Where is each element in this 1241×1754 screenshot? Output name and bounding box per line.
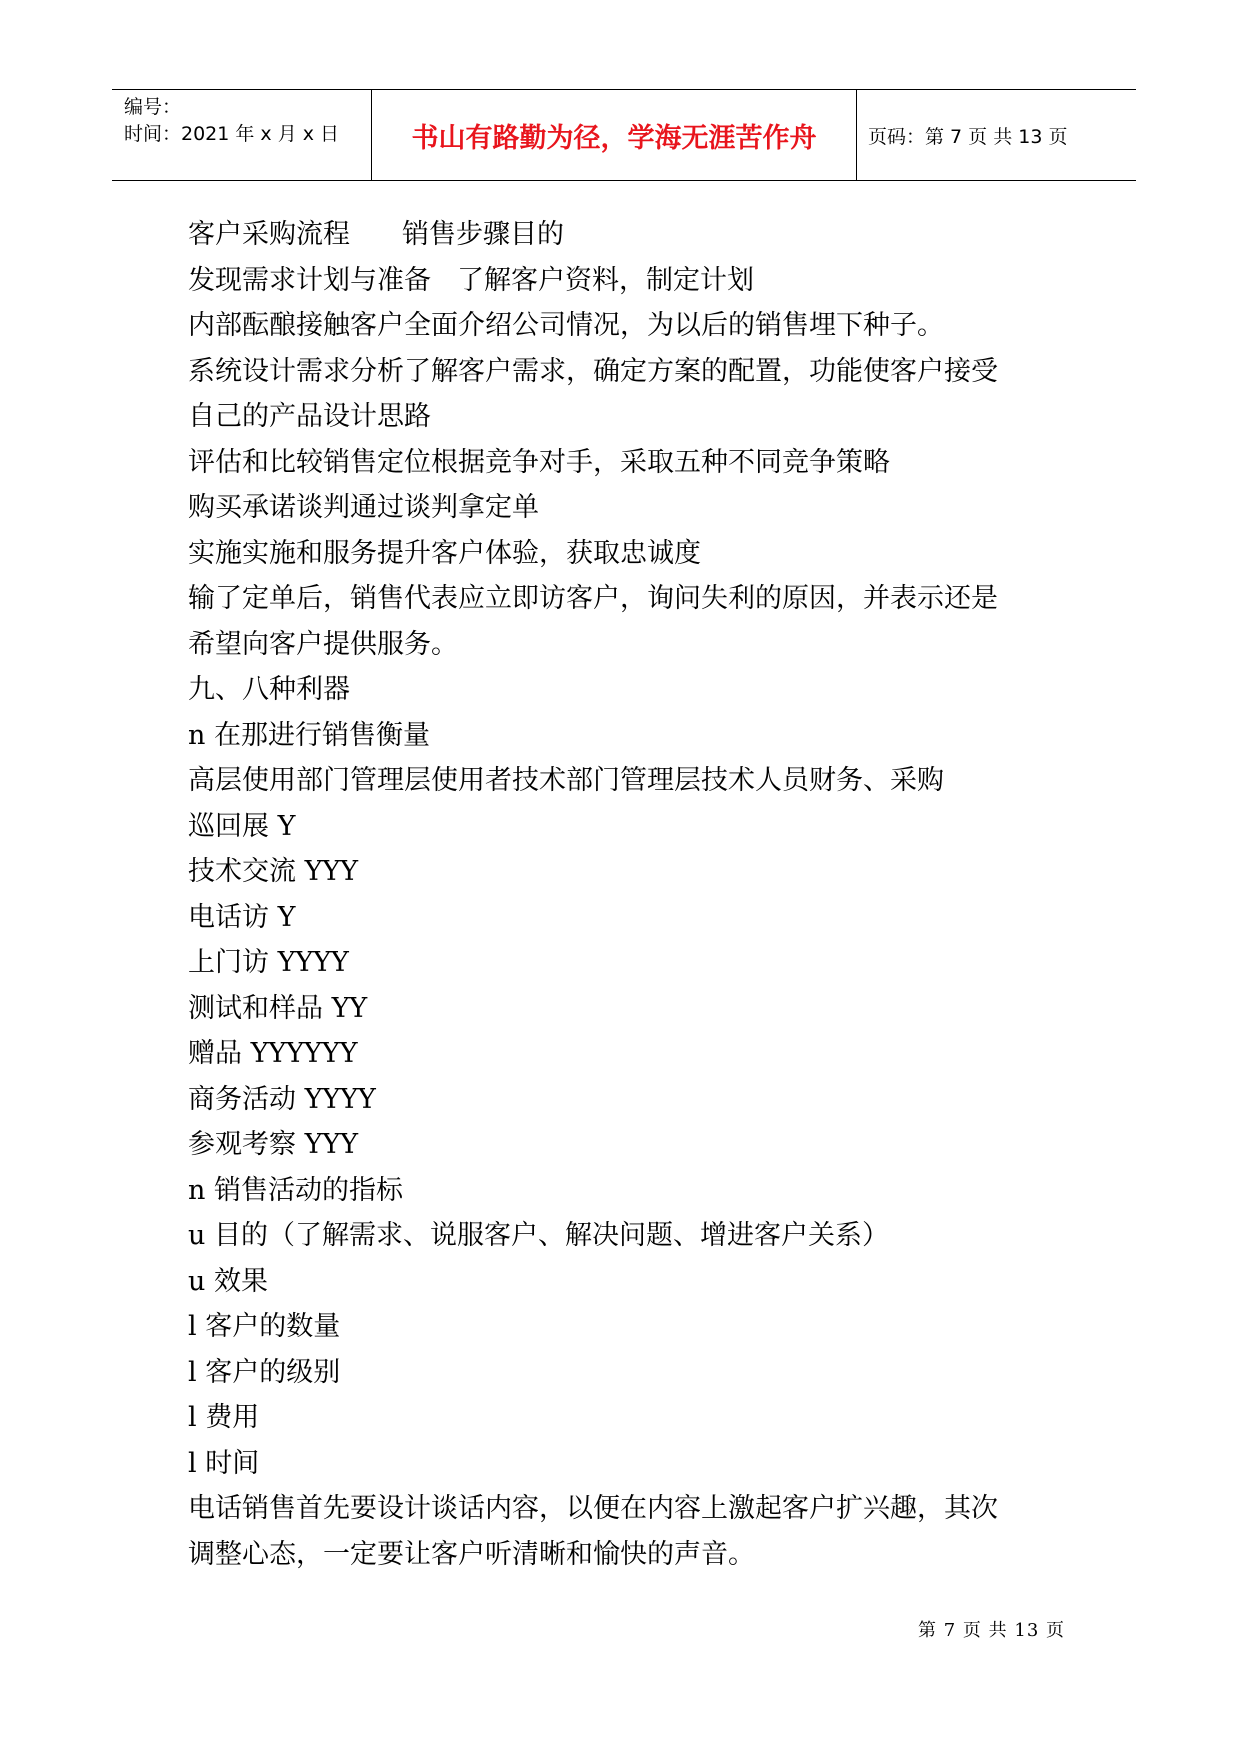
list-item: 商务活动 YYYY — [188, 1083, 376, 1115]
list-item: 技术交流 YYY — [188, 856, 359, 887]
document-date-label: 时间：2021 年 x 月 x 日 — [124, 123, 340, 145]
table-header-process: 客户采购流程 — [188, 219, 350, 250]
body-line: 调整心态，一定要让客户听清晰和愉快的声音。 — [188, 1538, 755, 1570]
list-item: 巡回展 Y — [188, 810, 296, 842]
document-body — [188, 212, 1068, 1577]
document-number-label: 编号： — [124, 96, 182, 118]
body-line: 评估和比较销售定位根据竞争对手，采取五种不同竞争策略 — [188, 446, 890, 478]
table-cell-goal: 了解客户资料，制定计划 — [457, 264, 754, 296]
body-line: 系统设计需求分析了解客户需求，确定方案的配置，功能使客户接受 — [188, 355, 998, 387]
list-item: 测试和样品 YY — [188, 992, 368, 1024]
header-divider — [856, 90, 857, 180]
body-line: 实施实施和服务提升客户体验，获取忠诚度 — [188, 537, 701, 569]
table-cell-stage: 发现需求计划与准备 — [188, 264, 431, 296]
bullet-item: l 客户的级别 — [188, 1356, 341, 1388]
list-item: 上门访 YYYY — [188, 947, 349, 978]
list-item: 赠品 YYYYYY — [188, 1038, 358, 1069]
bullet-item: n 销售活动的指标 — [188, 1174, 403, 1206]
page-header — [112, 89, 1136, 181]
body-line: 输了定单后，销售代表应立即访客户，询问失利的原因，并表示还是 — [188, 583, 998, 614]
body-line: 自己的产品设计思路 — [188, 401, 431, 432]
bullet-item: u 目的（了解需求、说服客户、解决问题、增进客户关系） — [188, 1220, 889, 1251]
header-motto: 书山有路勤为径，学海无涯苦作舟 — [411, 123, 817, 154]
header-meta — [124, 94, 374, 148]
body-line — [188, 212, 1068, 258]
body-line: 内部酝酿接触客户全面介绍公司情况，为以后的销售埋下种子。 — [188, 310, 944, 341]
page-footer: 第 7 页 共 13 页 — [918, 1620, 1065, 1641]
body-line: 希望向客户提供服务。 — [188, 628, 458, 660]
bullet-item: l 费用 — [188, 1402, 260, 1433]
bullet-item: l 时间 — [188, 1447, 260, 1479]
bullet-item: u 效果 — [188, 1265, 268, 1297]
list-item: 电话访 Y — [188, 901, 296, 933]
bullet-item: l 客户的数量 — [188, 1311, 341, 1342]
section-heading: 九、八种利器 — [188, 674, 350, 705]
body-line: 购买承诺谈判通过谈判拿定单 — [188, 492, 539, 523]
body-line: 高层使用部门管理层使用者技术部门管理层技术人员财务、采购 — [188, 765, 944, 796]
body-line — [188, 258, 1068, 304]
bullet-item: n 在那进行销售衡量 — [188, 719, 430, 751]
body-line: 电话销售首先要设计谈话内容，以便在内容上激起客户扩兴趣，其次 — [188, 1493, 998, 1524]
list-item: 参观考察 YYY — [188, 1129, 359, 1160]
table-header-purpose: 销售步骤目的 — [402, 219, 564, 250]
header-page-number: 页码：第 7 页 共 13 页 — [868, 126, 1068, 148]
